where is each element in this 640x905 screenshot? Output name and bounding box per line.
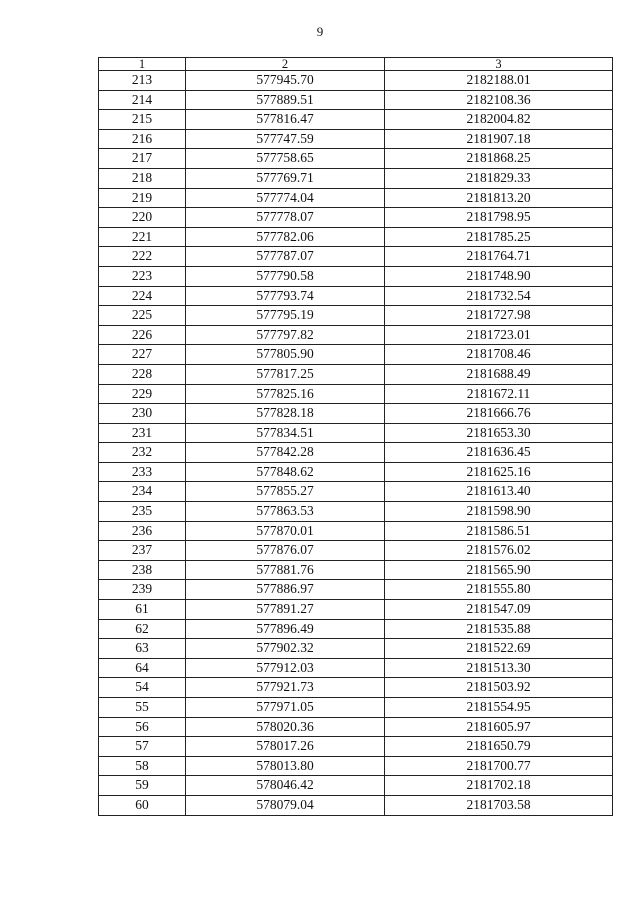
table-row: [99, 423, 613, 443]
y-coordinate-cell: 2181798.95: [385, 208, 613, 228]
y-coordinate-cell: 2181586.51: [385, 521, 613, 541]
y-coordinate-cell: 2181672.11: [385, 384, 613, 404]
table-header-row: [99, 58, 613, 71]
y-coordinate-cell: 2181535.88: [385, 619, 613, 639]
y-coordinate-cell: 2181653.30: [385, 423, 613, 443]
y-coordinate-cell: 2181702.18: [385, 776, 613, 796]
x-coordinate-cell: 577747.59: [186, 129, 385, 149]
table-row: [99, 168, 613, 188]
table-row: [99, 129, 613, 149]
y-coordinate-cell: 2181613.40: [385, 482, 613, 502]
point-number-cell: 218: [99, 168, 186, 188]
point-number-cell: 232: [99, 443, 186, 463]
y-coordinate-cell: 2181555.80: [385, 580, 613, 600]
point-number-cell: 56: [99, 717, 186, 737]
point-number-cell: 238: [99, 560, 186, 580]
x-coordinate-cell: 577769.71: [186, 168, 385, 188]
table-row: [99, 462, 613, 482]
x-coordinate-cell: 577881.76: [186, 560, 385, 580]
table-row: [99, 149, 613, 169]
table-row: [99, 208, 613, 228]
point-number-cell: 62: [99, 619, 186, 639]
x-coordinate-cell: 577896.49: [186, 619, 385, 639]
table-row: [99, 698, 613, 718]
table-row: [99, 364, 613, 384]
y-coordinate-cell: 2181703.58: [385, 795, 613, 815]
point-number-cell: 231: [99, 423, 186, 443]
x-coordinate-cell: 577828.18: [186, 404, 385, 424]
point-number-cell: 58: [99, 756, 186, 776]
point-number-cell: 215: [99, 110, 186, 130]
table-body: [99, 71, 613, 816]
x-coordinate-cell: 577758.65: [186, 149, 385, 169]
x-coordinate-cell: 577876.07: [186, 541, 385, 561]
table-row: [99, 286, 613, 306]
point-number-cell: 217: [99, 149, 186, 169]
table-row: [99, 384, 613, 404]
x-coordinate-cell: 578046.42: [186, 776, 385, 796]
point-number-cell: 55: [99, 698, 186, 718]
table-row: [99, 188, 613, 208]
x-coordinate-cell: 578079.04: [186, 795, 385, 815]
point-number-cell: 222: [99, 247, 186, 267]
table-row: [99, 521, 613, 541]
table-row: [99, 717, 613, 737]
y-coordinate-cell: 2181700.77: [385, 756, 613, 776]
table-row: [99, 227, 613, 247]
y-coordinate-cell: 2181764.71: [385, 247, 613, 267]
y-coordinate-cell: 2181748.90: [385, 266, 613, 286]
table-row: [99, 502, 613, 522]
point-number-cell: 223: [99, 266, 186, 286]
y-coordinate-cell: 2181650.79: [385, 737, 613, 757]
point-number-cell: 235: [99, 502, 186, 522]
point-number-cell: 221: [99, 227, 186, 247]
x-coordinate-cell: 577945.70: [186, 71, 385, 91]
point-number-cell: 226: [99, 325, 186, 345]
y-coordinate-cell: 2182188.01: [385, 71, 613, 91]
point-number-cell: 225: [99, 306, 186, 326]
x-coordinate-cell: 577891.27: [186, 600, 385, 620]
y-coordinate-cell: 2181723.01: [385, 325, 613, 345]
y-coordinate-cell: 2181547.09: [385, 600, 613, 620]
table-row: [99, 756, 613, 776]
y-coordinate-cell: 2181785.25: [385, 227, 613, 247]
point-number-cell: 220: [99, 208, 186, 228]
point-number-cell: 216: [99, 129, 186, 149]
x-coordinate-cell: 577790.58: [186, 266, 385, 286]
y-coordinate-cell: 2181688.49: [385, 364, 613, 384]
x-coordinate-cell: 577855.27: [186, 482, 385, 502]
y-coordinate-cell: 2182108.36: [385, 90, 613, 110]
table-row: [99, 71, 613, 91]
y-coordinate-cell: 2181503.92: [385, 678, 613, 698]
x-coordinate-cell: 577774.04: [186, 188, 385, 208]
x-coordinate-cell: 578017.26: [186, 737, 385, 757]
point-number-cell: 239: [99, 580, 186, 600]
y-coordinate-cell: 2181708.46: [385, 345, 613, 365]
table-row: [99, 541, 613, 561]
y-coordinate-cell: 2181598.90: [385, 502, 613, 522]
x-coordinate-cell: 577889.51: [186, 90, 385, 110]
column-header-point: 1: [99, 58, 186, 71]
y-coordinate-cell: 2181565.90: [385, 560, 613, 580]
point-number-cell: 214: [99, 90, 186, 110]
x-coordinate-cell: 577816.47: [186, 110, 385, 130]
table-row: [99, 306, 613, 326]
table-row: [99, 247, 613, 267]
y-coordinate-cell: 2181829.33: [385, 168, 613, 188]
y-coordinate-cell: 2181554.95: [385, 698, 613, 718]
x-coordinate-cell: 577782.06: [186, 227, 385, 247]
x-coordinate-cell: 577863.53: [186, 502, 385, 522]
x-coordinate-cell: 577795.19: [186, 306, 385, 326]
table-row: [99, 443, 613, 463]
y-coordinate-cell: 2181868.25: [385, 149, 613, 169]
x-coordinate-cell: 577971.05: [186, 698, 385, 718]
x-coordinate-cell: 577797.82: [186, 325, 385, 345]
table-row: [99, 345, 613, 365]
table-row: [99, 658, 613, 678]
point-number-cell: 237: [99, 541, 186, 561]
point-number-cell: 228: [99, 364, 186, 384]
point-number-cell: 229: [99, 384, 186, 404]
column-header-x: 2: [186, 58, 385, 71]
table-row: [99, 580, 613, 600]
x-coordinate-cell: 577886.97: [186, 580, 385, 600]
y-coordinate-cell: 2181666.76: [385, 404, 613, 424]
point-number-cell: 64: [99, 658, 186, 678]
table-row: [99, 619, 613, 639]
point-number-cell: 236: [99, 521, 186, 541]
x-coordinate-cell: 578020.36: [186, 717, 385, 737]
point-number-cell: 54: [99, 678, 186, 698]
x-coordinate-cell: 577912.03: [186, 658, 385, 678]
point-number-cell: 230: [99, 404, 186, 424]
point-number-cell: 60: [99, 795, 186, 815]
y-coordinate-cell: 2181727.98: [385, 306, 613, 326]
x-coordinate-cell: 577778.07: [186, 208, 385, 228]
y-coordinate-cell: 2182004.82: [385, 110, 613, 130]
y-coordinate-cell: 2181522.69: [385, 639, 613, 659]
table-row: [99, 266, 613, 286]
point-number-cell: 213: [99, 71, 186, 91]
page-number: 9: [316, 24, 324, 39]
y-coordinate-cell: 2181907.18: [385, 129, 613, 149]
x-coordinate-cell: 577817.25: [186, 364, 385, 384]
table-row: [99, 90, 613, 110]
table-row: [99, 639, 613, 659]
table-row: [99, 482, 613, 502]
x-coordinate-cell: 577825.16: [186, 384, 385, 404]
table-row: [99, 600, 613, 620]
column-header-y: 3: [385, 58, 613, 71]
x-coordinate-cell: 577870.01: [186, 521, 385, 541]
x-coordinate-cell: 577805.90: [186, 345, 385, 365]
table-row: [99, 110, 613, 130]
point-number-cell: 219: [99, 188, 186, 208]
point-number-cell: 59: [99, 776, 186, 796]
x-coordinate-cell: 578013.80: [186, 756, 385, 776]
table-row: [99, 560, 613, 580]
x-coordinate-cell: 577842.28: [186, 443, 385, 463]
y-coordinate-cell: 2181813.20: [385, 188, 613, 208]
table-row: [99, 678, 613, 698]
y-coordinate-cell: 2181625.16: [385, 462, 613, 482]
coordinates-table: [98, 57, 613, 816]
x-coordinate-cell: 577793.74: [186, 286, 385, 306]
y-coordinate-cell: 2181732.54: [385, 286, 613, 306]
point-number-cell: 63: [99, 639, 186, 659]
point-number-cell: 61: [99, 600, 186, 620]
y-coordinate-cell: 2181605.97: [385, 717, 613, 737]
x-coordinate-cell: 577902.32: [186, 639, 385, 659]
table-row: [99, 776, 613, 796]
point-number-cell: 233: [99, 462, 186, 482]
table-row: [99, 325, 613, 345]
x-coordinate-cell: 577921.73: [186, 678, 385, 698]
point-number-cell: 234: [99, 482, 186, 502]
table-row: [99, 795, 613, 815]
x-coordinate-cell: 577848.62: [186, 462, 385, 482]
table-row: [99, 404, 613, 424]
y-coordinate-cell: 2181576.02: [385, 541, 613, 561]
point-number-cell: 224: [99, 286, 186, 306]
x-coordinate-cell: 577834.51: [186, 423, 385, 443]
point-number-cell: 57: [99, 737, 186, 757]
table-row: [99, 737, 613, 757]
x-coordinate-cell: 577787.07: [186, 247, 385, 267]
y-coordinate-cell: 2181513.30: [385, 658, 613, 678]
point-number-cell: 227: [99, 345, 186, 365]
y-coordinate-cell: 2181636.45: [385, 443, 613, 463]
